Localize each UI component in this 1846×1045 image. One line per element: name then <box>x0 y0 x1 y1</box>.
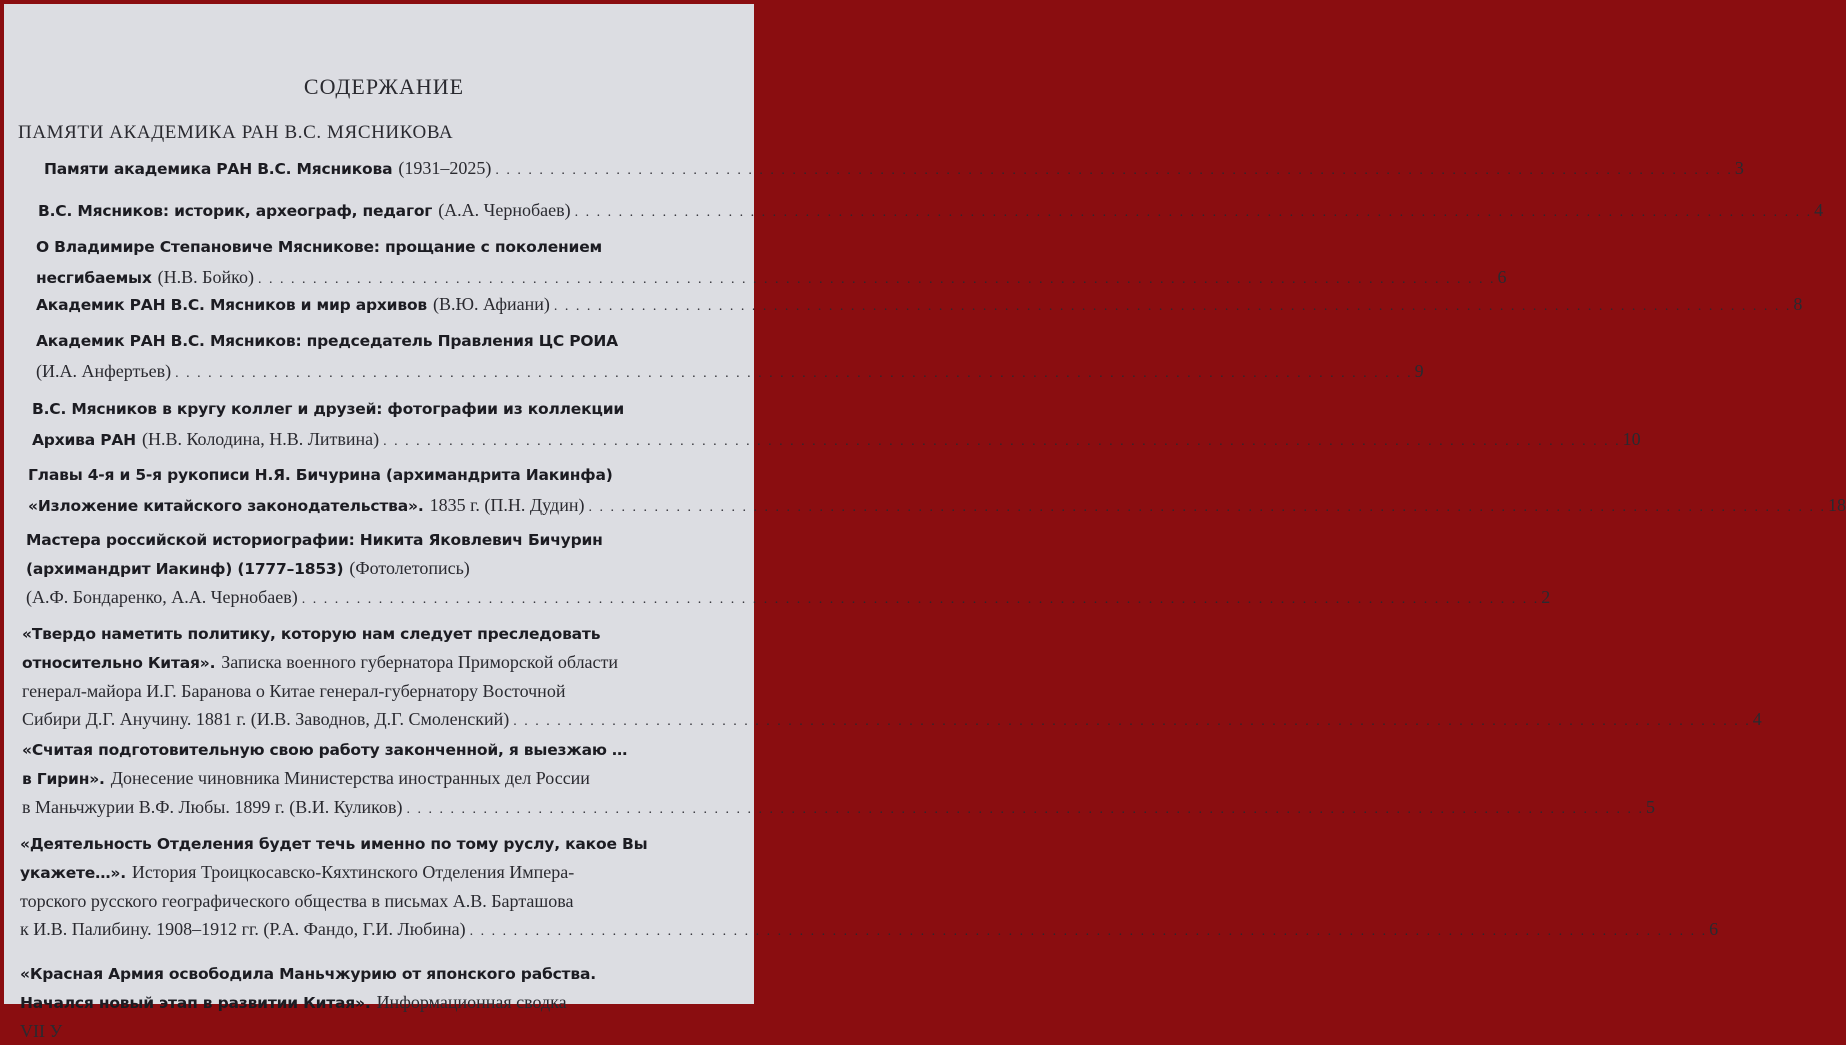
dot-leader <box>588 493 1826 523</box>
toc-entry-line <box>20 960 742 988</box>
toc-entry-title: «Изложение китайского законодательства». <box>28 497 424 515</box>
toc-entry-line <box>20 915 1719 946</box>
toc-entry-line <box>22 620 744 648</box>
toc-entry[interactable] <box>20 960 742 1045</box>
toc-entry[interactable] <box>36 232 1507 295</box>
page-number: 5 <box>1646 797 1656 817</box>
bleed-through-text <box>44 6 744 62</box>
toc-entry-title: Мастера российской историографии: Никита Яковлевич Бичурин <box>26 531 603 549</box>
dot-leader <box>175 359 1413 389</box>
toc-entry-title: В.С. Мясников в кругу коллег и друзей: фотографии из коллекции <box>32 400 625 418</box>
page-number: 8 <box>1793 294 1803 314</box>
toc-entry-detail: в Маньчжурии В.Ф. Любы. 1899 г. (В.И. Куликов) <box>22 797 403 817</box>
dot-leader <box>302 586 1540 614</box>
toc-entry-detail: Донесение чиновника Министерства иностранных дел России <box>110 768 590 788</box>
toc-entry-title: «Деятельность Отделения будет течь именно по тому руслу, какое Вы <box>20 835 648 853</box>
dot-leader <box>554 295 1792 319</box>
toc-entry-title: относительно Китая». <box>22 654 216 672</box>
toc-entry-detail: VII У <box>20 1021 63 1041</box>
dot-leader <box>258 265 1496 295</box>
page-number: 4 <box>1814 200 1824 220</box>
toc-entry[interactable] <box>36 326 1424 389</box>
page-number: 10 <box>1622 429 1641 449</box>
page-number: 6 <box>1709 919 1719 939</box>
toc-entry-line <box>22 677 744 705</box>
toc-entry-title: Начался новый этап в развитии Китая». <box>20 994 371 1012</box>
toc-entry-line <box>28 490 1846 523</box>
toc-entry-line <box>26 526 748 554</box>
toc-entry-line <box>20 858 742 887</box>
section-heading: ПАМЯТИ АКАДЕМИКА РАН В.С. МЯСНИКОВА <box>18 122 454 143</box>
toc-entry-detail: (В.Ю. Афиани) <box>433 294 550 314</box>
toc-entry-line <box>22 648 744 677</box>
toc-entry-title: «Красная Армия освободила Маньчжурию от японского рабства. <box>20 965 596 983</box>
toc-entry-detail: Сибири Д.Г. Анучину. 1881 г. (И.В. Заводнов, Д.Г. Смоленский) <box>22 709 510 729</box>
toc-entry[interactable] <box>28 460 1846 523</box>
toc-entry-title: укажете…». <box>20 864 126 882</box>
toc-entry-title: в Гирин». <box>22 770 105 788</box>
page-number: 4 <box>1752 709 1762 729</box>
toc-entry[interactable] <box>38 198 1824 225</box>
toc-entry-line <box>22 736 744 764</box>
toc-entry-line <box>20 988 742 1017</box>
toc-entry-title: Главы 4-я и 5-я рукописи Н.Я. Бичурина (архимандрита Иакинфа) <box>28 466 613 484</box>
toc-entry-detail: Записка военного губернатора Приморской области <box>221 652 619 672</box>
toc-entry-line <box>26 554 748 583</box>
toc-entry-title: Академик РАН В.С. Мясников и мир архивов <box>36 296 428 314</box>
toc-entry-line <box>36 292 1803 319</box>
toc-entry[interactable] <box>20 830 1719 946</box>
toc-entry-detail: генерал-майора И.Г. Баранова о Китае генерал-губернатору Восточной <box>22 681 566 701</box>
toc-entry-detail: Информационная сводка <box>376 992 567 1012</box>
toc-entry-line <box>22 764 744 793</box>
toc-entry-detail: (И.А. Анфертьев) <box>36 361 172 381</box>
dot-leader <box>383 427 1621 457</box>
toc-entry-line <box>20 1017 742 1045</box>
toc-entry-line <box>32 424 1641 457</box>
toc-entry-title: (архимандрит Иакинф) (1777–1853) <box>26 560 344 578</box>
toc-entry-line <box>36 356 1424 389</box>
toc-entry-detail: (1931–2025) <box>398 158 492 178</box>
toc-entry-title: «Считая подготовительную свою работу законченной, я выезжаю … <box>22 741 628 759</box>
dot-leader <box>513 708 1751 736</box>
toc-entry-title: Памяти академика РАН В.С. Мясникова <box>44 160 393 178</box>
toc-entry-line <box>20 830 742 858</box>
toc-entry-line <box>22 705 1762 736</box>
page-number: 3 <box>1734 158 1744 178</box>
toc-entry-line <box>36 326 758 356</box>
toc-entry[interactable] <box>26 526 1551 614</box>
toc-entry-title: Академик РАН В.С. Мясников: председатель Правления ЦС РОИА <box>36 332 618 350</box>
dot-leader <box>495 159 1733 183</box>
toc-entry[interactable] <box>32 394 1641 457</box>
toc-entry[interactable] <box>44 156 1744 183</box>
toc-entry[interactable] <box>36 292 1803 319</box>
toc-entry-line <box>36 262 1507 295</box>
dot-leader <box>407 796 1645 824</box>
dot-leader <box>575 201 1813 225</box>
toc-entry-detail: торского русского географического общества в письмах А.В. Барташова <box>20 891 574 911</box>
toc-entry-line <box>20 887 742 915</box>
toc-entry-line <box>32 394 754 424</box>
toc-entry-title: несгибаемых <box>36 269 152 287</box>
toc-entry-detail: 1835 г. (П.Н. Дудин) <box>429 495 585 515</box>
toc-entry[interactable] <box>22 736 1656 824</box>
toc-entry-title: «Твердо наметить политику, которую нам следует преследовать <box>22 625 601 643</box>
page-number: 6 <box>1497 267 1507 287</box>
toc-entry-detail: (Н.В. Колодина, Н.В. Литвина) <box>141 429 380 449</box>
toc-entry-title: В.С. Мясников: историк, археограф, педагог <box>38 202 433 220</box>
toc-entry-detail: (А.Ф. Бондаренко, А.А. Чернобаев) <box>26 587 298 607</box>
page-number: 9 <box>1414 361 1424 381</box>
book-page <box>4 4 1846 1041</box>
toc-entry-line <box>22 793 1656 824</box>
toc-entry-line <box>38 198 1824 225</box>
toc-entry-line <box>44 156 1744 183</box>
toc-entry-line <box>28 460 750 490</box>
toc-entry-title: Архива РАН <box>32 431 136 449</box>
toc-entry-title: О Владимире Степановиче Мясникове: прощание с поколением <box>36 238 603 256</box>
toc-entry-line <box>26 583 1551 614</box>
page-title: СОДЕРЖАНИЕ <box>303 74 465 99</box>
page-number: 2 <box>1541 587 1551 607</box>
toc-entry-detail: к И.В. Палибину. 1908–1912 гг. (Р.А. Фандо, Г.И. Любина) <box>20 919 466 939</box>
toc-entry-detail: (Н.В. Бойко) <box>157 267 254 287</box>
toc-entry-detail: (Фотолетопись) <box>349 558 470 578</box>
toc-entry[interactable] <box>22 620 1762 736</box>
toc-entry-detail: История Троицкосавско-Кяхтинского Отделения Импера- <box>131 862 575 882</box>
toc-entry-line <box>36 232 758 262</box>
dot-leader <box>470 918 1708 946</box>
toc-entry-detail: (А.А. Чернобаев) <box>438 200 571 220</box>
page-number: 18 <box>1827 495 1846 515</box>
